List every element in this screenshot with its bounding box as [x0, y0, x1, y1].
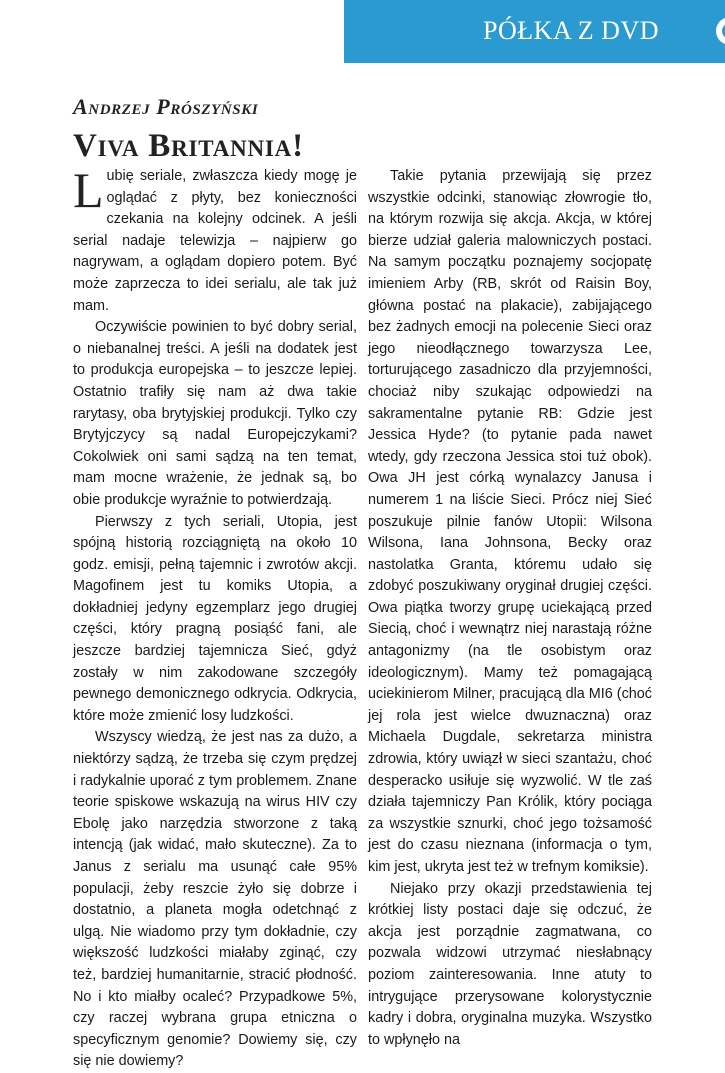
paragraph-4: Wszyscy wiedzą, że jest nas za dużo, a niektórzy sądzą, że trzeba się czym prędzej i radykalnie uporać z tym problemem. Znane teorie spiskowe wskazują na wirus HIV czy Ebolę jako narzędzia stworzone z taką intencją (jak widać, mało skuteczne). Za to Janus z serialu ma usunąć całe 95% populacji, żeby reszcie żyło się dobrze i dostatnio, a planeta mogła odetchnąć z ulgą. Nie wiadomo przy tym dokładnie, czy większość ludzkości miałaby zginąć, czy też, bardziej humanitarnie, stracić płodność. No i kto miałby ocaleć? Przypadkowe 5%, czy raczej wybrana grupa etniczna o specyficznym genomie? Dowiemy się, czy się nie dowiemy?: [73, 729, 357, 1070]
paragraph-5: Takie pytania przewijają się przez wszystkie odcinki, stanowiąc złowrogie tło, na którym rozwija się akcja. Akcja, w której bierze udział galeria malowniczych postaci. Na samym początku poznajemy socjopatę imieniem Arby (RB, skrót od Raisin Boy, główna postać na plakacie), zabijającego bez żadnych emocji na polecenie Sieci oraz jego nieodłącznego towarzysza Lee, torturującego zasadniczo dla przyjemności, chociaż niby szukając odpowiedzi na sakramentalne pytanie RB: Gdzie jest Jessica Hyde? (to pytanie pada nawet wtedy, gdy rzeczona Jessica stoi tuż obok). Owa JH jest córką wynalazcy Janusa i numerem 1 na liście Sieci. Prócz niej Sieć poszukuje pilnie fanów Utopii: Wilsona Wilsona, Iana Johnsona, Becky oraz nastolatka Granta, któremu udało się zdobyć poszukiwany oryginał drugiej części. Owa piątka tworzy grupę uciekającą przed Siecią, choć i wewnątrz niej narastają różne antagonizmy (na tle osobistym oraz ideologicznym). Mamy też pomagającą uciekinierom Milner, pracującą dla MI6 (choć jej rola jest wielce dwuznaczna) oraz Michaela Dugdale, sekretarza ministra zdrowia, który uwiązł w sieci szantażu, choć desperacko usiłuje się wyzwolić. W tle zaś działa tajemniczy Pan Królik, który pociąga za wszystkie sznurki, choć jego tożsamość jest do czasu nieznana (informacja o tym, kim jest, ukryta jest też w trefnym komiksie).: [368, 168, 652, 875]
drop-cap: L: [73, 162, 104, 218]
paragraph-3: Pierwszy z tych seriali, Utopia, jest spójną historią rozciągniętą na około 10 godz. emisji, pełną tajemnic i zwrotów akcji. Magofinem jest tu komiks Utopia, a dokładniej jedyny egzemplarz jego drugiej części, który pragną posiąść fani, ale jeszcze bardziej tajemnicza Sieć, gdyż zostały w nim zakodowane szczegóły pewnego demonicznego odkrycia. Odkrycia, które może zmienić losy ludzkości.: [73, 513, 357, 724]
paragraph-1-text: ubię seriale, zwłaszcza kiedy mogę je oglądać z płyty, bez konieczności czekania na kolejny odcinek. A jeśli serial nadaje telewizja – najpierw go nagrywam, a oglądam dopiero potem. Być może zaprzecza to idei serialu, ale tak już mam.: [73, 168, 357, 314]
article-author: Andrzej Prószyński: [73, 94, 259, 119]
header-rule: [344, 61, 725, 63]
dvd-disc-icon: [716, 17, 725, 45]
section-title: PÓŁKA Z DVD: [483, 16, 659, 45]
paragraph-1: [73, 162, 357, 317]
paragraph-6: Niejako przy okazji przedstawienia tej krótkiej listy postaci daje się odczuć, że akcja jest porządnie zagmatwana, co pozwala widzowi utrzymać niesłabnący poziom zainteresowania. Inne atuty to intrygujące przerysowane kolorystycznie kadry i dobra, oryginalna muzyka. Wszystko to wpłynęło na: [368, 880, 652, 1048]
article-title: Viva Britannia!: [73, 128, 304, 164]
paragraph-2: Oczywiście powinien to być dobry serial, o niebanalnej treści. A jeśli na dodatek jest to produkcja europejska – to jeszcze lepiej. Ostatnio trafiły się nam aż dwa takie rarytasy, oba brytyjskiej produkcji. Tylko czy Brytyjczycy są nadal Europejczykami? Cokolwiek oni sami sądzą na ten temat, mam mocne wrażenie, że jednak są, bo obie produkcje wyraźnie to potwierdzają.: [73, 319, 357, 508]
section-header-band: [344, 0, 725, 61]
article-column-left: [73, 162, 357, 1073]
article-column-right: [368, 166, 652, 1051]
